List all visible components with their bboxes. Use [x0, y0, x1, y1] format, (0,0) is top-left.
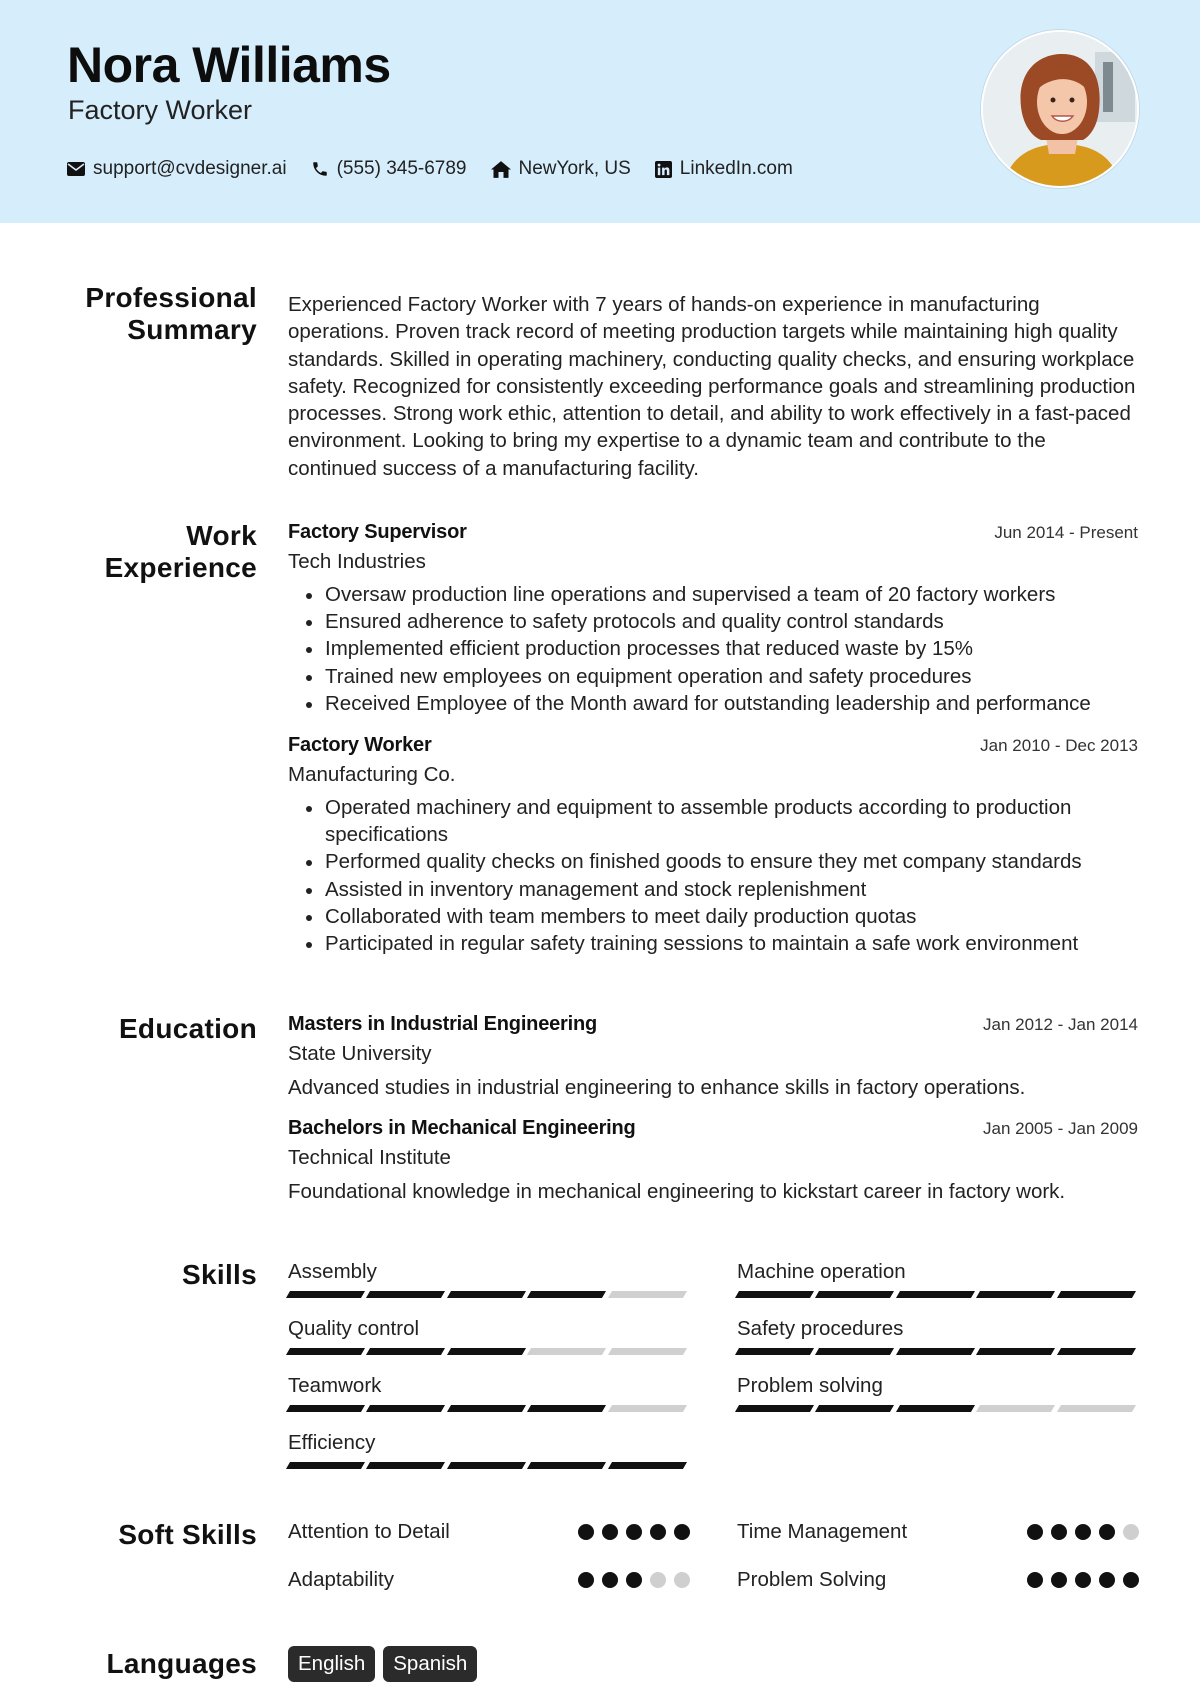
skill-level-segment [366, 1405, 445, 1412]
skill-level-segment [286, 1405, 365, 1412]
skill-level-segment [366, 1348, 445, 1355]
envelope-icon [67, 162, 85, 176]
list-item: Oversaw production line operations and supervised a team of 20 factory workers [303, 581, 1138, 608]
language-list [288, 1646, 1138, 1682]
skill-level-segment [527, 1462, 606, 1469]
rating-dot [626, 1524, 642, 1540]
soft-skill-item [288, 1518, 690, 1546]
rating-dot [626, 1572, 642, 1588]
rating-dot [1051, 1524, 1067, 1540]
company-name: Manufacturing Co. [288, 763, 456, 786]
list-item: Participated in regular safety training sessions to maintain a safe work environment [303, 930, 1138, 957]
degree-title: Masters in Industrial Engineering [288, 1013, 598, 1035]
skill-level-bar [288, 1405, 690, 1412]
soft-skill-name: Time Management [737, 1520, 908, 1543]
language-badge: English [288, 1646, 375, 1682]
soft-skill-item [737, 1566, 1139, 1594]
skill-level-segment [527, 1291, 606, 1298]
rating-dot [578, 1572, 594, 1588]
school-name: Technical Institute [288, 1146, 451, 1169]
job-bullets [288, 794, 1138, 957]
rating-dot [602, 1572, 618, 1588]
soft-skill-item [288, 1566, 690, 1594]
school-name: State University [288, 1042, 432, 1065]
skill-item [288, 1316, 690, 1355]
skill-level-bar [737, 1348, 1139, 1355]
rating-dot [1123, 1572, 1139, 1588]
rating-dot [1099, 1572, 1115, 1588]
job-bullets [288, 581, 1138, 717]
skill-level-segment [447, 1348, 526, 1355]
list-item: Collaborated with team members to meet daily production quotas [303, 903, 1138, 930]
skill-level-segment [366, 1291, 445, 1298]
skill-level-segment [815, 1348, 894, 1355]
skill-level-segment [976, 1348, 1055, 1355]
list-item: Received Employee of the Month award for outstanding leadership and performance [303, 690, 1138, 717]
skill-name: Safety procedures [737, 1317, 904, 1340]
list-item: Implemented efficient production processes that reduced waste by 15% [303, 635, 1138, 662]
skill-name: Assembly [288, 1260, 377, 1283]
skill-item [288, 1259, 690, 1298]
skill-name: Problem solving [737, 1374, 883, 1397]
skill-level-segment [735, 1291, 814, 1298]
company-name: Tech Industries [288, 550, 426, 573]
contact-bar [67, 158, 817, 180]
language-badge: Spanish [383, 1646, 477, 1682]
resume-header [0, 0, 1200, 223]
skill-level-bar [737, 1405, 1139, 1412]
location-text: NewYork, US [518, 158, 631, 179]
list-item: Trained new employees on equipment operation and safety procedures [303, 663, 1138, 690]
skill-level-segment [447, 1462, 526, 1469]
soft-skill-rating [1019, 1524, 1139, 1540]
contact-location [491, 158, 631, 180]
rating-dot [650, 1524, 666, 1540]
skill-level-segment [527, 1348, 606, 1355]
profile-photo [981, 30, 1139, 188]
skill-item [737, 1373, 1139, 1412]
skill-item [737, 1316, 1139, 1355]
phone-text: (555) 345-6789 [336, 158, 467, 179]
skill-level-segment [896, 1348, 975, 1355]
skill-item [288, 1373, 690, 1412]
rating-dot [578, 1524, 594, 1540]
contact-linkedin[interactable] [655, 158, 793, 180]
education-description: Advanced studies in industrial engineering to enhance skills in factory operations. [288, 1076, 1026, 1099]
rating-dot [1051, 1572, 1067, 1588]
summary-text: Experienced Factory Worker with 7 years of hands-on experience in manufacturing operations. Proven track record of meeting production targets while maintaining high quality standards. Skilled in operating machinery, conducting quality checks, and ensuring workplace safety. Recognized for consistently exceeding performance goals and streamlining production processes. Strong work ethic, attention to detail, and ability to work effectively in a fast-paced environment. Looking to bring my expertise to a dynamic team and contribute to the continued success of a manufacturing facility. [288, 293, 1136, 480]
list-item: Assisted in inventory management and stock replenishment [303, 876, 1138, 903]
skills-section-title: Skills [182, 1259, 257, 1290]
job-dates: Jun 2014 - Present [994, 523, 1138, 542]
soft-skills-section-title: Soft Skills [118, 1519, 257, 1550]
summary-section-title: Professional Summary [85, 282, 257, 345]
skill-level-segment [608, 1291, 687, 1298]
list-item: Ensured adherence to safety protocols and quality control standards [303, 608, 1138, 635]
skill-name: Efficiency [288, 1431, 376, 1454]
linkedin-text: LinkedIn.com [679, 158, 793, 179]
education-description: Foundational knowledge in mechanical engineering to kickstart career in factory work. [288, 1180, 1066, 1203]
skill-level-bar [737, 1291, 1139, 1298]
contact-email[interactable] [67, 158, 287, 180]
skill-level-bar [288, 1348, 690, 1355]
skill-name: Machine operation [737, 1260, 906, 1283]
skill-level-segment [815, 1405, 894, 1412]
job-dates: Jan 2010 - Dec 2013 [980, 736, 1138, 755]
job-title: Factory Worker [288, 734, 432, 756]
skill-level-segment [527, 1405, 606, 1412]
skill-level-segment [447, 1291, 526, 1298]
skill-level-bar [288, 1462, 690, 1469]
skill-level-segment [286, 1462, 365, 1469]
rating-dot [1027, 1572, 1043, 1588]
skill-level-segment [976, 1405, 1055, 1412]
education-dates: Jan 2005 - Jan 2009 [982, 1119, 1138, 1138]
skill-level-segment [1057, 1348, 1136, 1355]
experience-entry [288, 734, 1138, 957]
experience-section-title: Work Experience [104, 520, 257, 583]
languages-section-title: Languages [106, 1648, 257, 1679]
experience-entry [288, 521, 1138, 717]
skill-level-segment [976, 1291, 1055, 1298]
rating-dot [674, 1572, 690, 1588]
skill-level-segment [286, 1348, 365, 1355]
skill-level-segment [286, 1291, 365, 1298]
education-entry [288, 1013, 1138, 1101]
skill-name: Quality control [288, 1317, 420, 1340]
home-icon [491, 161, 511, 178]
linkedin-icon [655, 161, 672, 178]
email-text: support@cvdesigner.ai [93, 158, 287, 179]
list-item: Performed quality checks on finished goods to ensure they met company standards [303, 848, 1138, 875]
soft-skill-rating [570, 1524, 690, 1540]
rating-dot [1099, 1524, 1115, 1540]
skill-level-segment [735, 1405, 814, 1412]
rating-dot [650, 1572, 666, 1588]
candidate-name: Nora Williams [67, 37, 391, 93]
skill-level-segment [1057, 1291, 1136, 1298]
rating-dot [1075, 1572, 1091, 1588]
skill-level-segment [735, 1348, 814, 1355]
rating-dot [1123, 1524, 1139, 1540]
soft-skill-name: Adaptability [288, 1568, 394, 1591]
soft-skill-item [737, 1518, 1139, 1546]
rating-dot [602, 1524, 618, 1540]
soft-skill-name: Problem Solving [737, 1568, 887, 1591]
skill-level-segment [608, 1348, 687, 1355]
education-entry [288, 1117, 1138, 1205]
skill-level-segment [896, 1291, 975, 1298]
skill-level-bar [288, 1291, 690, 1298]
education-section-title: Education [118, 1013, 257, 1044]
skill-level-segment [366, 1462, 445, 1469]
soft-skill-rating [570, 1572, 690, 1588]
contact-phone[interactable] [311, 158, 467, 180]
skill-level-segment [815, 1291, 894, 1298]
skill-level-segment [608, 1405, 687, 1412]
phone-icon [311, 160, 329, 178]
skill-level-segment [447, 1405, 526, 1412]
education-dates: Jan 2012 - Jan 2014 [982, 1015, 1138, 1034]
list-item: Operated machinery and equipment to assemble products according to production specifications [303, 794, 1138, 848]
job-title: Factory Supervisor [288, 521, 467, 543]
skill-item [737, 1259, 1139, 1298]
skill-level-segment [608, 1462, 687, 1469]
skill-level-segment [1057, 1405, 1136, 1412]
candidate-title: Factory Worker [68, 95, 253, 125]
rating-dot [1075, 1524, 1091, 1540]
soft-skill-rating [1019, 1572, 1139, 1588]
skill-item [288, 1430, 690, 1469]
skill-name: Teamwork [288, 1374, 382, 1397]
rating-dot [674, 1524, 690, 1540]
skill-level-segment [896, 1405, 975, 1412]
soft-skill-name: Attention to Detail [288, 1520, 450, 1543]
degree-title: Bachelors in Mechanical Engineering [288, 1117, 636, 1139]
rating-dot [1027, 1524, 1043, 1540]
